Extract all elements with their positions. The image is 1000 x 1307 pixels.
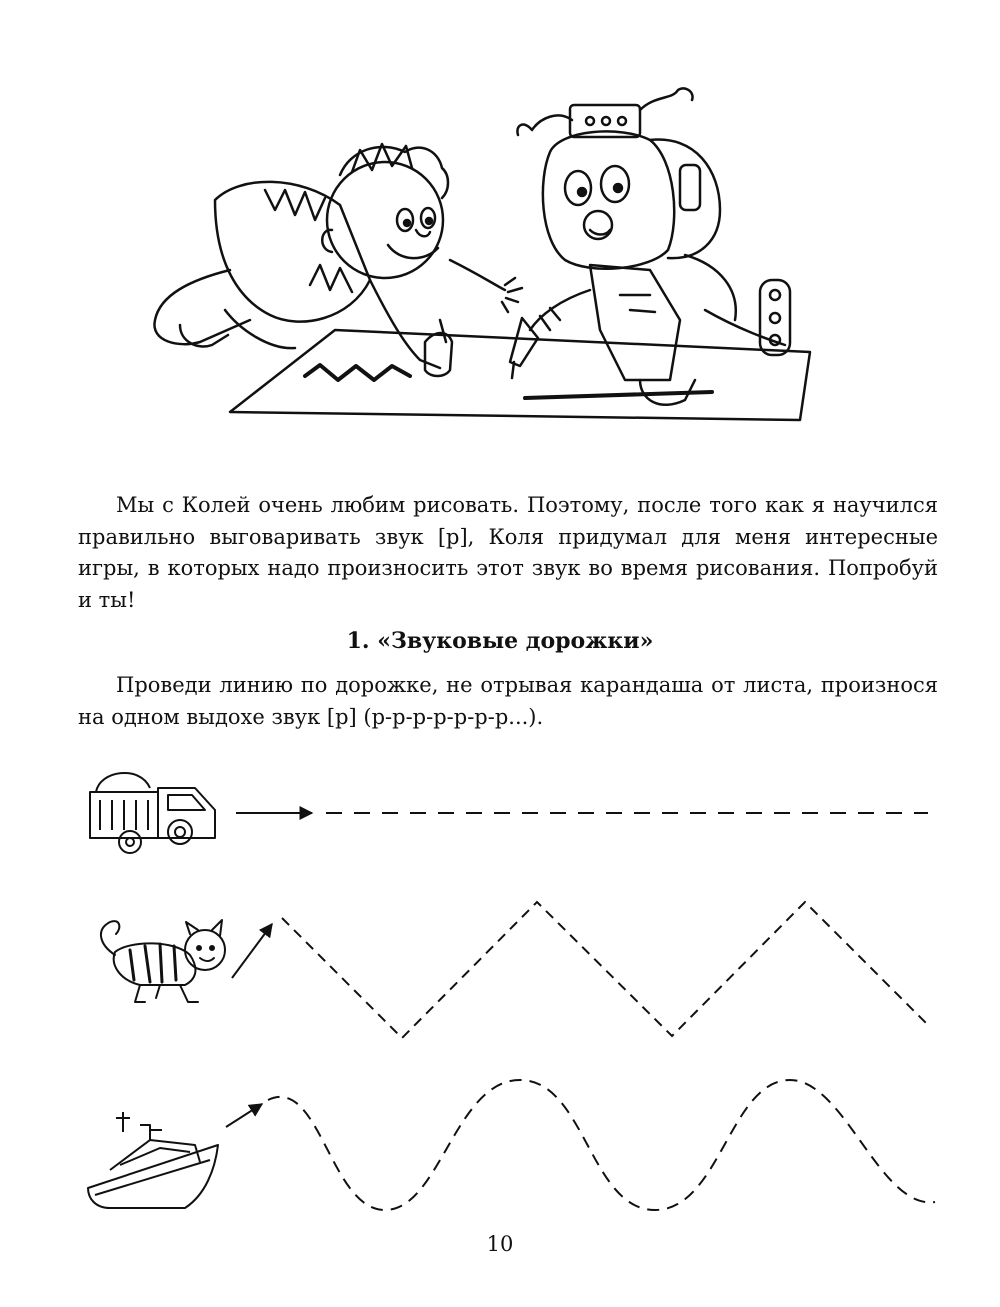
exercise-instruction: Проведи линию по дорожке, не отрывая карандаша от листа, произнося на одном выдохе звук [р] (р-р-р-р-р-р-р...). — [78, 673, 938, 729]
truck-icon — [90, 773, 215, 853]
tiger-icon — [101, 920, 225, 1002]
page-number: 10 — [486, 1232, 514, 1256]
intro-text: Мы с Колей очень любим рисовать. Поэтому, после того как я научился правильно выговаривать звук [р], Коля придумал для меня интересные игры, в которых надо произносить этот звук во время рисования. Попробуй и ты! — [78, 493, 938, 612]
paper-sheet — [230, 330, 810, 420]
intro-paragraph — [78, 490, 938, 616]
boy-and-robot-illustration — [120, 80, 820, 440]
exercise-heading: 1. «Звуковые дорожки» — [346, 628, 654, 654]
sound-paths — [0, 740, 1000, 1230]
boat-icon — [88, 1112, 218, 1208]
